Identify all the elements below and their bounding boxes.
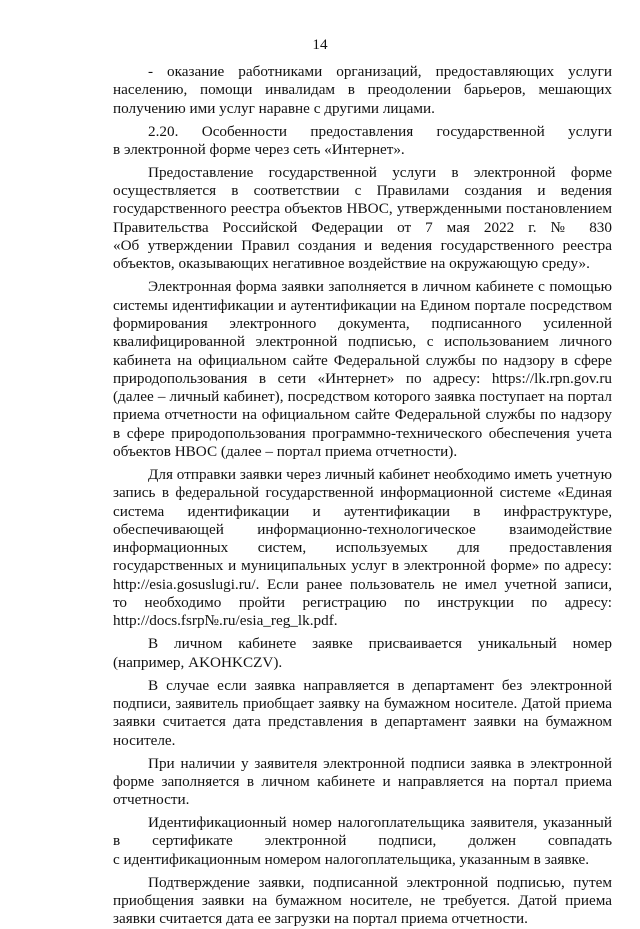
paragraph-line: кабинета на официальном сайте Федеральной службы по надзору в сфере: [113, 351, 612, 369]
paragraph-line: В личном кабинете заявке присваивается уникальный номер: [148, 635, 612, 653]
paragraph: [113, 635, 612, 672]
paragraph-line: подписи, заявитель приобщает заявку на бумажном носителе. Датой приема: [113, 694, 612, 712]
paragraph-line: носителе.: [113, 731, 176, 749]
paragraph-line: объектов, оказывающих негативное воздействие на окружающую среду».: [113, 255, 590, 273]
paragraph-line: Для отправки заявки через личный кабинет необходимо иметь учетную: [148, 465, 612, 483]
paragraph-line: заявки считается дата представления в департамент заявки на бумажном: [113, 713, 612, 731]
paragraph: [113, 755, 612, 810]
paragraph-line: природопользования в сети «Интернет» по адресу: https://lk.rpn.gov.ru: [113, 369, 612, 387]
paragraph-line: государственных и муниципальных услуг в электронной форме» по адресу:: [113, 557, 612, 575]
paragraph-line: В случае если заявка направляется в департамент без электронной: [148, 676, 612, 694]
paragraph-line: форме заполняется в личном кабинете и направляется на портал приема: [113, 772, 612, 790]
page-number: 14: [312, 36, 328, 53]
paragraph-line: формирования электронного документа, подписанного усиленной: [113, 314, 612, 332]
paragraph: [113, 123, 612, 160]
paragraph-line: запись в федеральной государственной информационной системе «Единая: [113, 484, 612, 502]
paragraph-line: http://docs.fsrp№.ru/esia_reg_lk.pdf.: [113, 612, 338, 630]
paragraph-line: приобщения заявки на бумажном носителе, не требуется. Датой приема: [113, 891, 612, 909]
paragraph-line: квалифицированной электронной подписью, с использованием личного: [113, 333, 612, 351]
paragraph-line: в сфере природопользования программно-технического обеспечения учета: [113, 424, 612, 442]
paragraph-line: система идентификации и аутентификации в инфраструктуре,: [113, 502, 612, 520]
paragraph-line: Предоставление государственной услуги в электронной форме: [148, 163, 612, 181]
paragraph-line: http://esia.gosuslugi.ru/. Если ранее пользователь не имел учетной записи,: [113, 575, 612, 593]
paragraph-line: приема отчетности на официальном сайте Федеральной службы по надзору: [113, 406, 612, 424]
paragraph-line: в сертификате электронной подписи, должен совпадать: [113, 832, 612, 850]
paragraph-line: При наличии у заявителя электронной подписи заявка в электронной: [148, 754, 612, 772]
paragraph-line: Правительства Российской Федерации от 7 мая 2022 г. № 830: [113, 218, 612, 236]
paragraph-line: государственного реестра объектов НВОС, утвержденными постановлением: [113, 200, 612, 218]
paragraph-line: Электронная форма заявки заполняется в личном кабинете с помощью: [148, 278, 612, 296]
paragraph: [113, 63, 612, 118]
paragraph-line: отчетности.: [113, 791, 190, 809]
paragraph-line: объектов НВОС (далее – портал приема отчетности).: [113, 443, 458, 460]
paragraph: [113, 466, 612, 631]
paragraph-line: - оказание работниками организаций, предоставляющих услуги: [148, 63, 612, 80]
paragraph: [113, 814, 612, 869]
paragraph: [113, 874, 612, 929]
paragraph-line: получению ими услуг наравне с другими лицами.: [113, 99, 435, 117]
paragraph-line: обеспечивающей информационно-технологическое взаимодействие: [113, 520, 612, 538]
paragraph-line: (например, AKOHKCZV).: [113, 653, 283, 671]
paragraph-line: то необходимо пройти регистрацию по инструкции по адресу:: [113, 594, 612, 612]
paragraph-line: системы идентификации и аутентификации на Едином портале посредством: [113, 296, 612, 314]
paragraph-line: населению, помощи инвалидам в преодолении барьеров, мешающих: [113, 81, 612, 99]
paragraph-line: «Об утверждении Правил создания и ведения государственного реестра: [113, 237, 612, 255]
paragraph: [113, 677, 612, 750]
paragraph-line: с идентификационным номером налогоплательщика, указанным в заявке.: [113, 850, 590, 868]
paragraph-line: заявки считается дата ее загрузки на портал приема отчетности.: [113, 910, 528, 928]
paragraph-line: информационных систем, используемых для предоставления: [113, 539, 612, 557]
document-body: [113, 63, 612, 929]
paragraph-line: (далее – личный кабинет), посредством которого заявка поступает на портал: [113, 388, 612, 406]
paragraph-line: Идентификационный номер налогоплательщика заявителя, указанный: [148, 814, 612, 832]
paragraph-line: 2.20. Особенности предоставления государственной услуги: [148, 122, 612, 140]
paragraph: [113, 278, 612, 461]
paragraph-line: Подтверждение заявки, подписанной электронной подписью, путем: [148, 873, 612, 891]
paragraph-line: осуществляется в соответствии с Правилами создания и ведения: [113, 182, 612, 200]
paragraph-line: в электронной форме через сеть «Интернет».: [113, 140, 405, 158]
paragraph: [113, 164, 612, 274]
